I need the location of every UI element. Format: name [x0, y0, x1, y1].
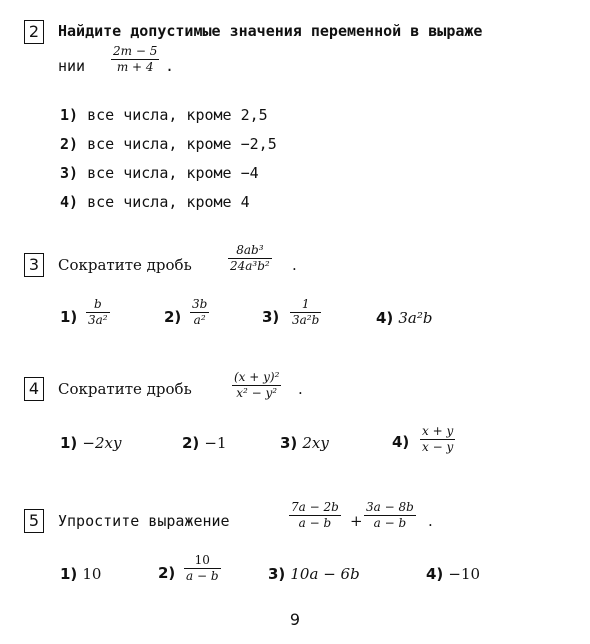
- q5-fraction-1: [289, 500, 341, 531]
- q2-option-2-label: 2): [60, 135, 79, 153]
- q3-option-2-fraction: [190, 297, 209, 328]
- q5-option-2-fraction: [184, 553, 221, 584]
- q4-option-4-numerator: x + y: [422, 424, 454, 438]
- q3-option-3-fraction: [290, 297, 321, 328]
- q5-fraction-2-denominator: a − b: [373, 516, 407, 531]
- q3-option-1-numerator: b: [93, 297, 102, 311]
- q2-fraction: [111, 44, 159, 75]
- q5-option-2-label: 2): [158, 564, 176, 582]
- q4-period: .: [298, 380, 303, 398]
- q3-option-4: [376, 308, 433, 327]
- q3-option-2-label: 2): [164, 308, 182, 326]
- q5-option-4: [426, 564, 480, 583]
- q2-option-1-text: все числа, кроме 2,5: [87, 106, 268, 124]
- q4-option-1-text: −2xy: [82, 434, 122, 452]
- q4-option-4-label: 4): [392, 433, 410, 451]
- q3-text: Сократите дробь: [58, 256, 192, 274]
- q4-text: Сократите дробь: [58, 380, 192, 398]
- q5-text: Упростите выражение: [58, 512, 230, 530]
- q5-plus: +: [350, 512, 363, 530]
- q4-fraction: [232, 370, 281, 401]
- q3-option-3-denominator: 3a²b: [292, 313, 320, 328]
- q2-fraction-denominator: m + 4: [116, 60, 154, 75]
- q2-option-3-text: все числа, кроме −4: [87, 164, 259, 182]
- q4-option-2-label: 2): [182, 434, 200, 452]
- q4-option-2-text: −1: [204, 434, 227, 452]
- q4-option-3-text: 2xy: [302, 434, 329, 452]
- q4-option-4-denominator: x − y: [422, 440, 454, 455]
- q3-option-3-numerator: 1: [301, 297, 310, 311]
- q4-fraction-denominator: x² − y²: [236, 386, 278, 401]
- q5-fraction-2: [364, 500, 416, 531]
- q4-fraction-numerator: (x + y)²: [234, 370, 280, 384]
- q3-option-4-label: 4): [376, 309, 394, 327]
- q2-period: .: [165, 57, 175, 75]
- q3-option-3-label: 3): [262, 308, 280, 326]
- q5-fraction-1-numerator: 7a − 2b: [291, 500, 339, 514]
- q5-option-2-denominator: a − b: [186, 569, 219, 584]
- q2-option-2-text: все числа, кроме −2,5: [87, 135, 277, 153]
- q5-option-4-text: −10: [448, 565, 481, 583]
- q5-option-1-text: 10: [82, 565, 102, 583]
- q3-option-2-denominator: a²: [193, 313, 206, 328]
- q3-fraction-denominator: 24a³b²: [230, 259, 270, 274]
- question-number-4: 4: [24, 377, 44, 401]
- q3-fraction-numerator: 8ab³: [236, 243, 264, 257]
- q5-fraction-2-numerator: 3a − 8b: [366, 500, 414, 514]
- q4-option-3: [280, 433, 329, 452]
- q2-option-2: [60, 135, 277, 153]
- q2-option-4-text: все числа, кроме 4: [87, 193, 250, 211]
- q5-option-3-label: 3): [268, 565, 286, 583]
- q2-option-1: [60, 106, 268, 124]
- page-number: 9: [289, 610, 301, 629]
- q5-option-2-numerator: 10: [194, 553, 210, 567]
- question-number-2: 2: [24, 20, 44, 44]
- q4-option-1-label: 1): [60, 434, 78, 452]
- q2-text-line2: нии: [58, 57, 86, 75]
- q3-option-4-text: 3a²b: [398, 309, 433, 327]
- q4-option-3-label: 3): [280, 434, 298, 452]
- q3-period: .: [292, 256, 297, 274]
- q3-option-1-fraction: [86, 297, 110, 328]
- q3-fraction: [228, 243, 272, 274]
- q5-option-4-label: 4): [426, 565, 444, 583]
- q5-option-3-text: 10a − 6b: [290, 565, 360, 583]
- q3-option-1-denominator: 3a²: [88, 313, 108, 328]
- q3-option-1-label: 1): [60, 308, 78, 326]
- q4-option-4-fraction: [420, 424, 455, 455]
- q2-option-3-label: 3): [60, 164, 79, 182]
- q5-period: .: [428, 512, 433, 530]
- q2-option-4-label: 4): [60, 193, 79, 211]
- q3-option-2-numerator: 3b: [192, 297, 208, 311]
- q2-text-line1: Найдите допустимые значения переменной в выраже: [58, 22, 483, 40]
- q5-option-1-label: 1): [60, 565, 78, 583]
- q2-option-4: [60, 193, 250, 211]
- q5-option-3: [268, 564, 360, 583]
- q2-fraction-numerator: 2m − 5: [113, 44, 158, 58]
- q5-option-1: [60, 564, 101, 583]
- q4-option-2: [182, 433, 227, 452]
- q5-fraction-1-denominator: a − b: [298, 516, 332, 531]
- q2-option-1-label: 1): [60, 106, 79, 124]
- question-number-3: 3: [24, 253, 44, 277]
- q4-option-1: [60, 433, 121, 452]
- q2-option-3: [60, 164, 259, 182]
- question-number-5: 5: [24, 509, 44, 533]
